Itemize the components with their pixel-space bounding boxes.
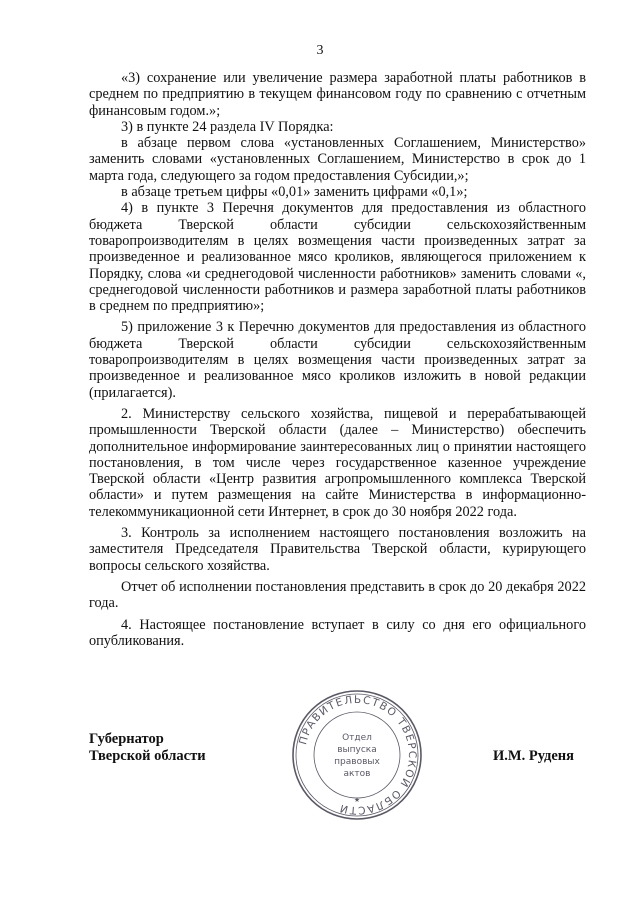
paragraph-6: 5) приложение 3 к Перечню документов для предоставления из областного бюджета Тверской области субсидии сельскохозяйственным товаропроизводителям в целях возмещения части произведенных затрат за произведенное и реализованное мясо кроликов изложить в новой редакции (прилагается).	[89, 319, 586, 401]
paragraph-4: в абзаце третьем цифры «0,01» заменить цифрами «0,1»;	[121, 184, 468, 201]
paragraph-9: Отчет об исполнении постановления представить в срок до 20 декабря 2022 года.	[89, 578, 586, 612]
stamp-ring-text: ПРАВИТЕЛЬСТВО ТВЕРСКОЙ ОБЛАСТИ	[297, 693, 419, 817]
stamp-center-line2: выпуска	[337, 745, 377, 755]
paragraph-8: 3. Контроль за исполнением настоящего постановления возложить на заместителя Председателя Правительства Тверской области, курирующего вопросы сельского хозяйства.	[89, 525, 586, 574]
stamp-center-line3: правовых	[334, 757, 380, 767]
stamp-center-line1: Отдел	[342, 733, 372, 743]
paragraph-7: 2. Министерству сельского хозяйства, пищевой и перерабатывающей промышленности Тверской области (далее – Министерство) обеспечить дополнительное информирование заинтересованных лиц о принятии настоящего постановления, в том числе через государственное казенное учреждение Тверской области «Центр развития агропромышленного комплекса Тверской области» и путем размещения на сайте Министерства в информационно-телекоммуникационной сети Интернет, в срок до 30 ноября 2022 года.	[89, 405, 586, 520]
stamp-center-line4: актов	[343, 769, 371, 779]
paragraph-10: 4. Настоящее постановление вступает в силу со дня его официального опубликования.	[89, 616, 586, 649]
paragraph-3: в абзаце первом слова «установленных Соглашением, Министерство» заменить словами «установленных Соглашением, Министерство в срок до 1 марта года, следующего за годом предоставления Субсидии,»;	[89, 135, 586, 184]
page-number: 3	[316, 43, 324, 58]
paragraph-2: 3) в пункте 24 раздела IV Порядка:	[121, 118, 334, 135]
signature-title	[89, 731, 206, 765]
signature-title-line2: Тверской области	[89, 748, 206, 764]
document-body	[89, 70, 586, 649]
paragraph-5: 4) в пункте 3 Перечня документов для предоставления из областного бюджета Тверской области субсидии сельскохозяйственным товаропроизводителям в целях возмещения части произведенных затрат за произведенное и реализованное мясо кроликов, являющегося приложением к Порядку, слова «и среднегодовой численности работников» заменить словами «, среднегодовой численности работников и размера заработной платы работников в среднем по предприятию»;	[89, 200, 586, 315]
signature-title-line1: Губернатор	[89, 731, 164, 747]
official-stamp	[290, 688, 424, 822]
paragraph-1: «3) сохранение или увеличение размера заработной платы работников в среднем по предприятию в текущем финансовом году по сравнению с отчетным финансовым годом.»;	[89, 70, 586, 119]
stamp-star-icon: ★	[353, 796, 361, 804]
signature-name: И.М. Руденя	[493, 748, 575, 764]
